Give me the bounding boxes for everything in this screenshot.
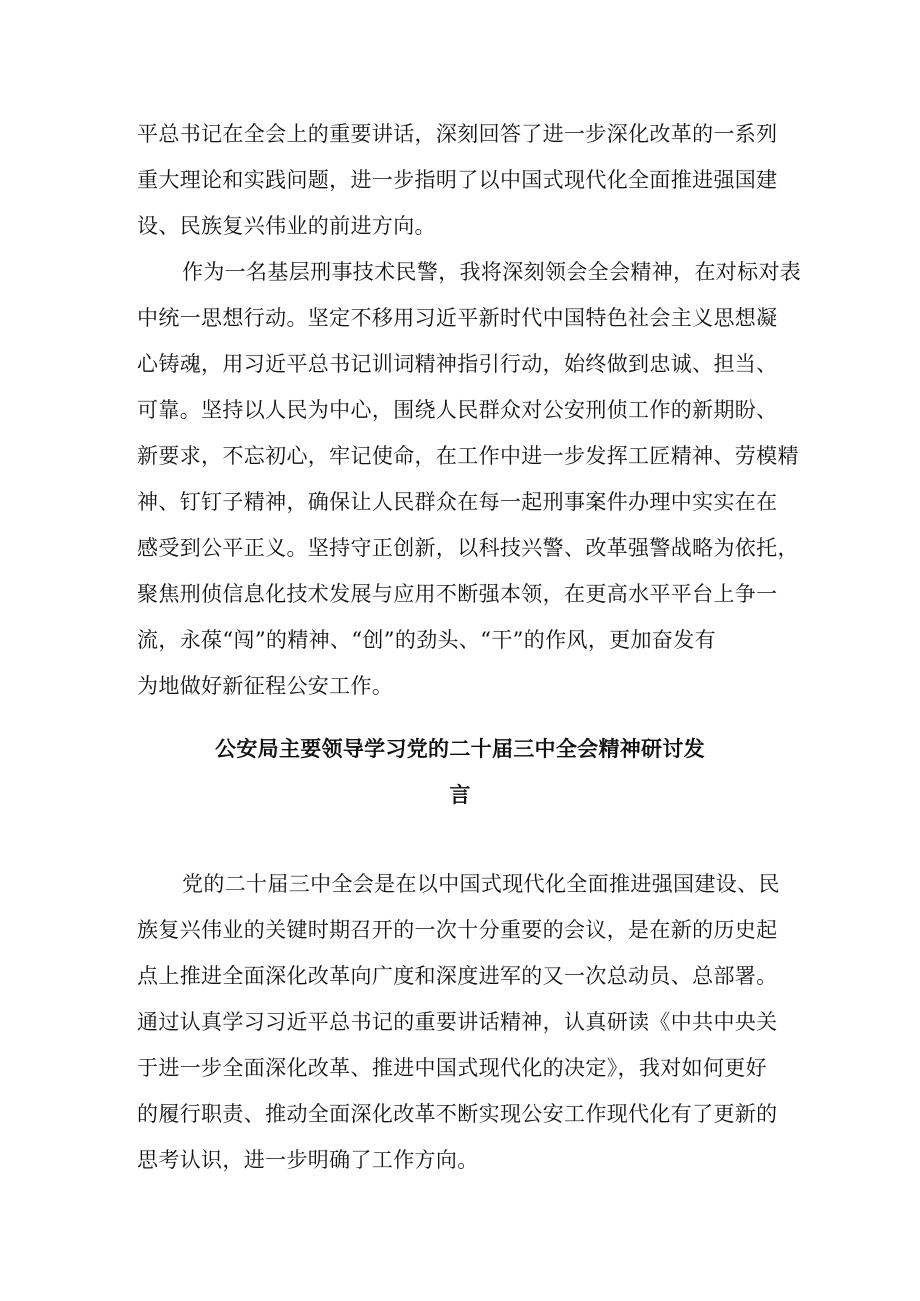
opening-paragraph-line: 党的二十届三中全会是在以中国式现代化全面推进强国建设、民 [182,872,780,896]
commitment-paragraph-line: 聚焦刑侦信息化技术发展与应用不断强本领，在更高水平平台上争一 [137,582,778,606]
commitment-paragraph-line: 流，永葆“闯”的精神、“创”的劲头、“干”的作风，更加奋发有 [137,628,716,652]
commitment-paragraph-line: 为地做好新征程公安工作。 [137,674,394,698]
section-title-continuation: 言 [449,783,471,807]
intro-paragraph-line: 平总书记在全会上的重要讲话，深刻回答了进一步深化改革的一系列 [137,122,778,146]
opening-paragraph-line: 的履行职责、推动全面深化改革不断实现公安工作现代化有了更新的 [137,1102,778,1126]
intro-paragraph-line: 重大理论和实践问题，进一步指明了以中国式现代化全面推进强国建 [137,168,778,192]
opening-paragraph-line: 点上推进全面深化改革向广度和深度进军的又一次总动员、总部署。 [137,964,778,988]
commitment-paragraph-line: 可靠。坚持以人民为中心，围绕人民群众对公安刑侦工作的新期盼、 [137,398,778,422]
commitment-paragraph-line: 新要求，不忘初心，牢记使命，在工作中进一步发挥工匠精神、劳模精 [137,444,799,468]
opening-paragraph-line: 思考认识，进一步明确了工作方向。 [137,1148,479,1172]
commitment-paragraph-line: 感受到公平正义。坚持守正创新，以科技兴警、改革强警战略为依托， [137,536,799,560]
opening-paragraph-line: 通过认真学习习近平总书记的重要讲话精神，认真研读《中共中央关 [137,1010,778,1034]
opening-paragraph-line: 族复兴伟业的关键时期召开的一次十分重要的会议，是在新的历史起 [137,918,778,942]
commitment-paragraph-line: 神、钉钉子精神，确保让人民群众在每一起刑事案件办理中实实在在 [137,490,778,514]
commitment-paragraph-line: 中统一思想行动。坚定不移用习近平新时代中国特色社会主义思想凝 [137,306,778,330]
commitment-paragraph-line: 作为一名基层刑事技术民警，我将深刻领会全会精神，在对标对表 [182,260,802,284]
intro-paragraph-line: 设、民族复兴伟业的前进方向。 [137,214,436,238]
section-title: 公安局主要领导学习党的二十届三中全会精神研讨发 [215,737,705,761]
commitment-paragraph-line: 心铸魂，用习近平总书记训词精神指引行动，始终做到忠诚、担当、 [137,352,778,376]
opening-paragraph-line: 于进一步全面深化改革、推进中国式现代化的决定》，我对如何更好 [137,1056,767,1080]
